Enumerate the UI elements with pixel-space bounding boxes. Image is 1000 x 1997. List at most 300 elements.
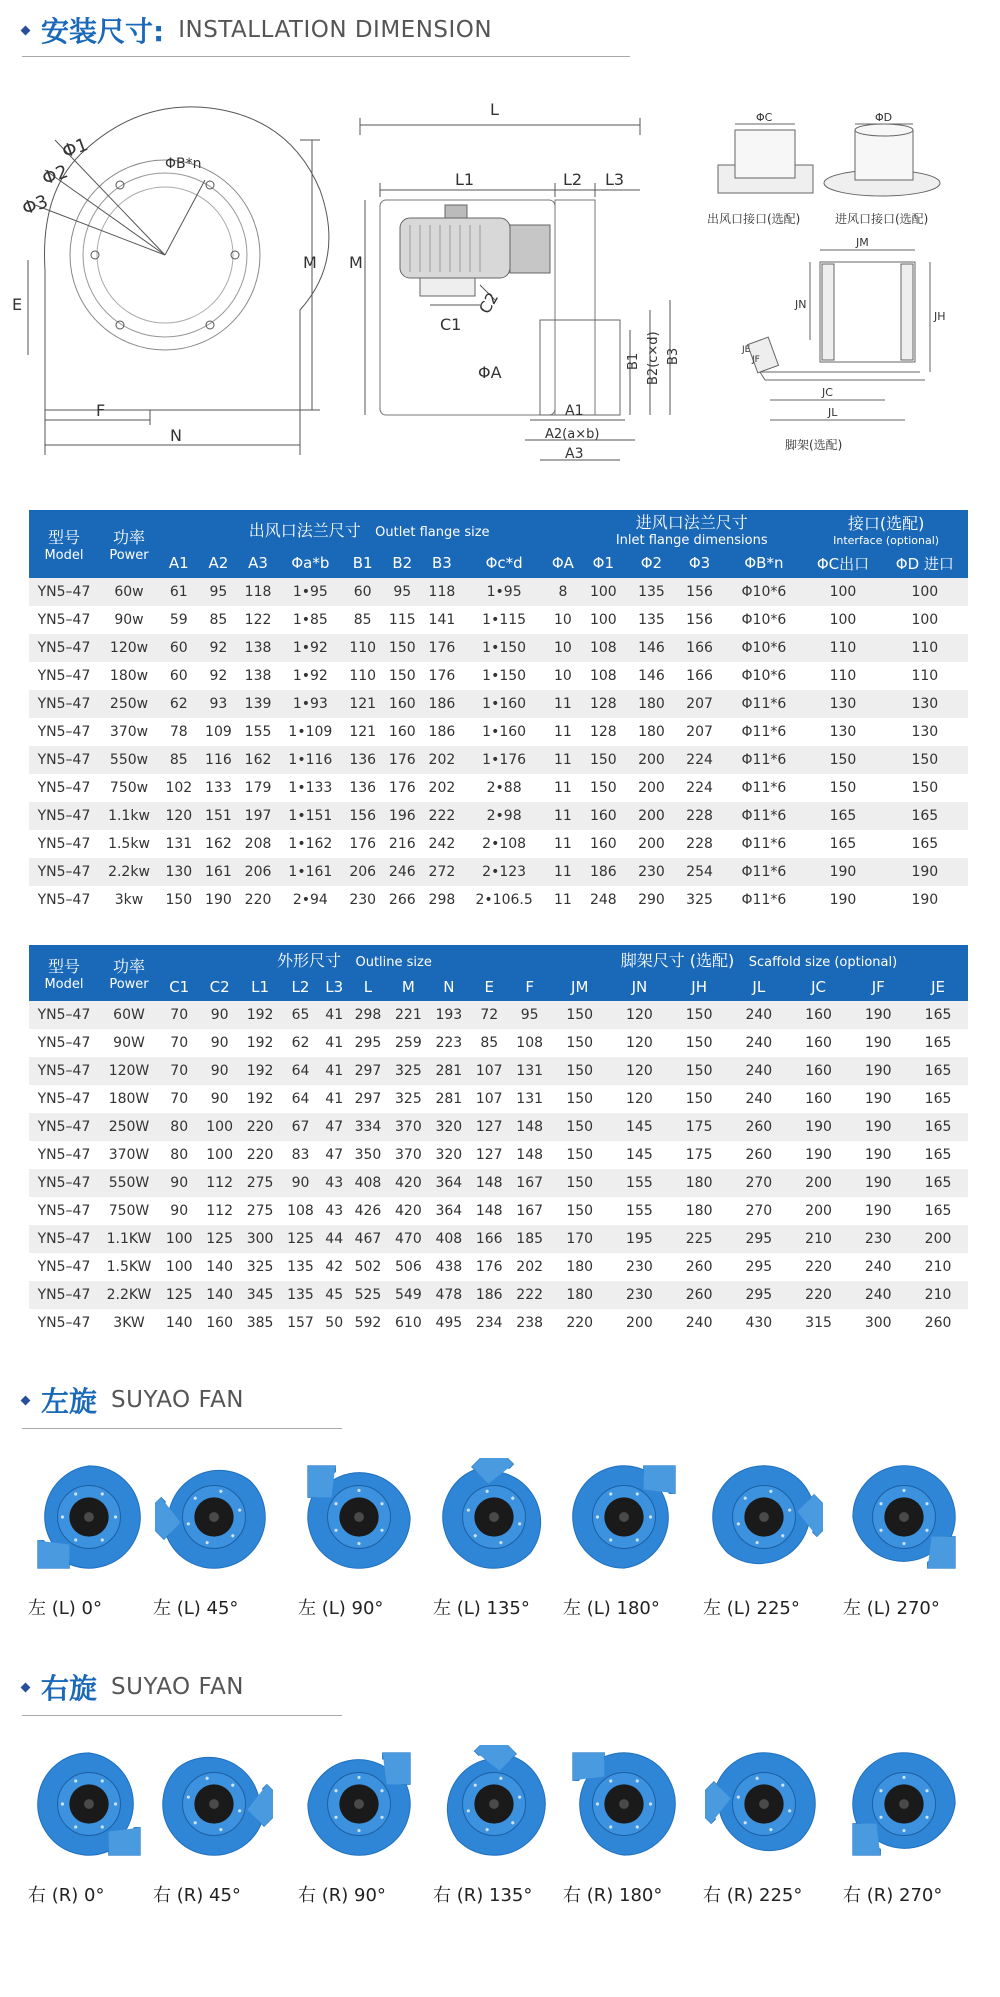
table-cell: 242 <box>422 830 462 858</box>
table-cell: 190 <box>848 1113 908 1141</box>
table-cell: 127 <box>469 1113 509 1141</box>
table-cell: Φ11*6 <box>724 774 805 802</box>
table-cell: YN5–47 <box>29 1281 99 1309</box>
table-cell: 200 <box>610 1309 670 1337</box>
table-cell: 145 <box>610 1141 670 1169</box>
table-cell: 65 <box>280 1001 320 1029</box>
table-cell: 275 <box>240 1169 280 1197</box>
table-cell: 325 <box>388 1057 428 1085</box>
table-cell: 122 <box>238 606 278 634</box>
table-cell: 138 <box>238 662 278 690</box>
col-header: C1 <box>159 973 199 1001</box>
table-cell: 224 <box>675 774 723 802</box>
label-C2: C2 <box>475 289 503 317</box>
label-phi2: Φ2 <box>39 161 71 190</box>
label-F: F <box>96 401 106 420</box>
table-cell: 100 <box>199 1113 239 1141</box>
table-cell: 1.5kw <box>99 830 159 858</box>
table-cell: 180 <box>669 1169 729 1197</box>
label-JF: JF <box>752 355 760 365</box>
table-cell: 90 <box>199 1085 239 1113</box>
th-power-en: Power <box>109 548 149 563</box>
table-cell: 220 <box>789 1281 849 1309</box>
table-cell: 109 <box>199 718 239 746</box>
table-cell: 220 <box>789 1253 849 1281</box>
table-cell: 240 <box>729 1085 789 1113</box>
table-cell: 2•123 <box>462 858 547 886</box>
right-header-cn: 右旋 <box>41 1672 98 1705</box>
table-cell: 240 <box>848 1253 908 1281</box>
table-row <box>29 1085 968 1113</box>
table-row <box>29 1225 968 1253</box>
table-cell: 610 <box>388 1309 428 1337</box>
table-cell: 207 <box>675 718 723 746</box>
label-JM: JM <box>856 236 869 249</box>
table-cell: 11 <box>547 886 580 914</box>
outline-scaffold-table <box>29 945 968 1337</box>
th2-scaffold-group <box>550 945 968 973</box>
table-cell: 165 <box>908 1085 968 1113</box>
table-row <box>29 634 968 662</box>
label-phiD: ΦD <box>875 111 893 124</box>
table-cell: 110 <box>804 634 881 662</box>
table-cell: 10 <box>547 634 580 662</box>
table-cell: 2.2kw <box>99 858 159 886</box>
table-cell: 166 <box>675 634 723 662</box>
label-A1: A1 <box>565 403 584 419</box>
table-cell: 297 <box>348 1085 388 1113</box>
table-cell: 90w <box>99 606 159 634</box>
table-cell: 230 <box>627 858 675 886</box>
fan-orientation-image <box>155 1745 273 1863</box>
fan-orientation-label: 右 (R) 225° <box>703 1885 803 1906</box>
table-cell: 525 <box>348 1281 388 1309</box>
table-cell: 128 <box>579 718 627 746</box>
table-cell: 3kw <box>99 886 159 914</box>
table-cell: 90 <box>199 1001 239 1029</box>
table-cell: 140 <box>199 1253 239 1281</box>
table-cell: 170 <box>550 1225 610 1253</box>
table-cell: 190 <box>882 886 968 914</box>
table-cell: YN5–47 <box>29 830 99 858</box>
col-header: E <box>469 973 509 1001</box>
table-cell: 60 <box>343 578 383 606</box>
table-cell: 426 <box>348 1197 388 1225</box>
left-header-en: SUYAO FAN <box>111 1387 245 1413</box>
table-cell: 202 <box>509 1253 549 1281</box>
table-cell: 127 <box>469 1141 509 1169</box>
table-cell: 150 <box>882 774 968 802</box>
table-cell: 167 <box>509 1169 549 1197</box>
table-cell: 208 <box>238 830 278 858</box>
table-cell: 222 <box>509 1281 549 1309</box>
table-cell: 240 <box>848 1281 908 1309</box>
table-cell: YN5–47 <box>29 1169 99 1197</box>
table-cell: YN5–47 <box>29 1113 99 1141</box>
table-cell: 160 <box>789 1001 849 1029</box>
table-cell: 190 <box>848 1141 908 1169</box>
table-cell: 135 <box>280 1253 320 1281</box>
table-cell: 120 <box>610 1057 670 1085</box>
table-cell: 240 <box>729 1057 789 1085</box>
table-cell: 165 <box>908 1001 968 1029</box>
table-cell: 1.5KW <box>99 1253 159 1281</box>
col-header: ΦB*n <box>724 548 805 578</box>
table-row <box>29 1309 968 1337</box>
table-cell: 370 <box>388 1141 428 1169</box>
table-cell: 130 <box>804 718 881 746</box>
table-cell: YN5–47 <box>29 1197 99 1225</box>
table-cell: 192 <box>240 1085 280 1113</box>
th-iface-en: Interface (optional) <box>833 534 940 547</box>
fan-orientation-label: 右 (R) 45° <box>153 1885 241 1906</box>
table-cell: 260 <box>729 1141 789 1169</box>
table-cell: 315 <box>789 1309 849 1337</box>
table-cell: 128 <box>579 690 627 718</box>
table-cell: 165 <box>908 1169 968 1197</box>
table-cell: 150 <box>579 774 627 802</box>
table-cell: 220 <box>240 1141 280 1169</box>
fan-orientation-image <box>435 1458 553 1576</box>
label-stand-opt: 脚架(选配) <box>785 438 843 452</box>
table-cell: 90 <box>199 1029 239 1057</box>
table-cell: 150 <box>550 1113 610 1141</box>
table-cell: 165 <box>804 802 881 830</box>
th-outlet-en: Outlet flange size <box>375 524 490 540</box>
col-header: JL <box>729 973 789 1001</box>
table-cell: 750w <box>99 774 159 802</box>
table-cell: YN5–47 <box>29 1057 99 1085</box>
table-cell: 90 <box>280 1169 320 1197</box>
table-cell: 240 <box>669 1309 729 1337</box>
table-cell: 85 <box>199 606 239 634</box>
table-cell: 151 <box>199 802 239 830</box>
table-cell: 162 <box>238 746 278 774</box>
col-header: JM <box>550 973 610 1001</box>
table-cell: 110 <box>882 662 968 690</box>
label-B3: B3 <box>666 347 681 365</box>
table-cell: 190 <box>848 1085 908 1113</box>
table-cell: 10 <box>547 662 580 690</box>
table-cell: 221 <box>388 1001 428 1029</box>
table-cell: 1•160 <box>462 690 547 718</box>
table-row <box>29 802 968 830</box>
table-row <box>29 606 968 634</box>
table-cell: 192 <box>240 1029 280 1057</box>
table-cell: 11 <box>547 802 580 830</box>
table-cell: 157 <box>280 1309 320 1337</box>
table-cell: 270 <box>729 1197 789 1225</box>
fan-orientation-label: 左 (L) 0° <box>28 1598 102 1619</box>
table-cell: 95 <box>509 1001 549 1029</box>
th-model <box>29 510 99 578</box>
fan-orientation-image <box>845 1458 963 1576</box>
motor-drawing <box>400 205 550 296</box>
installation-drawing <box>0 60 1000 480</box>
col-header: JC <box>789 973 849 1001</box>
fan-orientation-image <box>565 1458 683 1576</box>
table-cell: 270 <box>729 1169 789 1197</box>
table-row <box>29 774 968 802</box>
table-cell: 11 <box>547 830 580 858</box>
fan-orientation-image <box>705 1458 823 1576</box>
col-header: Φc*d <box>462 548 547 578</box>
table-cell: 220 <box>238 886 278 914</box>
table-cell: 140 <box>159 1309 199 1337</box>
table-cell: 41 <box>321 1057 348 1085</box>
table-cell: 210 <box>908 1253 968 1281</box>
table-cell: 176 <box>382 746 422 774</box>
th2-model-en: Model <box>44 977 84 992</box>
table-cell: Φ11*6 <box>724 802 805 830</box>
table-cell: 146 <box>627 662 675 690</box>
table-cell: 186 <box>469 1281 509 1309</box>
table-cell: 370W <box>99 1141 159 1169</box>
table-cell: 1.1KW <box>99 1225 159 1253</box>
table-cell: 1•150 <box>462 662 547 690</box>
table-cell: 190 <box>789 1141 849 1169</box>
label-JL: JL <box>828 406 838 419</box>
table-cell: 85 <box>159 746 199 774</box>
table-cell: 11 <box>547 690 580 718</box>
table-cell: 1.1kw <box>99 802 159 830</box>
th2-power-cn: 功率 <box>112 957 145 976</box>
table-cell: 281 <box>429 1085 469 1113</box>
label-C1: C1 <box>440 315 462 334</box>
table-cell: 115 <box>382 606 422 634</box>
table-cell: 100 <box>804 578 881 606</box>
table-cell: 10 <box>547 606 580 634</box>
table-cell: 140 <box>199 1281 239 1309</box>
table-cell: 108 <box>280 1197 320 1225</box>
col-header: L3 <box>321 973 348 1001</box>
th2-model <box>29 945 99 1001</box>
table-cell: 60w <box>99 578 159 606</box>
table-cell: 138 <box>238 634 278 662</box>
table-cell: 120 <box>610 1001 670 1029</box>
bullet-icon <box>21 1682 31 1692</box>
table-cell: 150 <box>159 886 199 914</box>
table-cell: 254 <box>675 858 723 886</box>
th-model-cn: 型号 <box>47 528 80 547</box>
table-cell: 297 <box>348 1057 388 1085</box>
table-cell: 160 <box>789 1057 849 1085</box>
table-cell: 334 <box>348 1113 388 1141</box>
table-cell: 150 <box>550 1085 610 1113</box>
table-cell: 430 <box>729 1309 789 1337</box>
table-cell: 230 <box>343 886 383 914</box>
col-header: L <box>348 973 388 1001</box>
table-cell: 72 <box>469 1001 509 1029</box>
table-cell: 180 <box>550 1253 610 1281</box>
left-divider <box>22 1428 342 1429</box>
label-inlet-opt: 进风口接口(选配) <box>835 212 929 226</box>
table-cell: 502 <box>348 1253 388 1281</box>
table-cell: 150 <box>550 1141 610 1169</box>
table-row <box>29 858 968 886</box>
col-header: Φ2 <box>627 548 675 578</box>
table-cell: 222 <box>422 802 462 830</box>
table-cell: 295 <box>729 1253 789 1281</box>
table-cell: 80 <box>159 1113 199 1141</box>
bullet-icon <box>21 25 31 35</box>
table-cell: 90W <box>99 1029 159 1057</box>
table-cell: 298 <box>422 886 462 914</box>
table-cell: 167 <box>509 1197 549 1225</box>
table-cell: 420 <box>388 1169 428 1197</box>
table-cell: 225 <box>669 1225 729 1253</box>
table-cell: 295 <box>348 1029 388 1057</box>
table-cell: 364 <box>429 1169 469 1197</box>
table-cell: 224 <box>675 746 723 774</box>
table-cell: 92 <box>199 634 239 662</box>
table-cell: 165 <box>908 1029 968 1057</box>
table-cell: 47 <box>321 1113 348 1141</box>
fan-orientation-label: 右 (R) 135° <box>433 1885 533 1906</box>
install-header <box>22 10 492 50</box>
table-cell: 160 <box>579 802 627 830</box>
table-cell: 260 <box>729 1113 789 1141</box>
install-header-cn: 安装尺寸: <box>41 15 165 48</box>
col-header: B1 <box>343 548 383 578</box>
col-header: F <box>509 973 549 1001</box>
fan-orientation-image <box>705 1745 823 1863</box>
inlet-outlet-table <box>29 510 968 914</box>
table-row <box>29 1113 968 1141</box>
fan-orientation-image <box>155 1458 273 1576</box>
table-cell: 186 <box>579 858 627 886</box>
table-cell: 180 <box>627 718 675 746</box>
table-cell: YN5–47 <box>29 1141 99 1169</box>
table-cell: 136 <box>343 746 383 774</box>
table-cell: 150 <box>669 1001 729 1029</box>
table-cell: 408 <box>348 1169 388 1197</box>
table-cell: 47 <box>321 1141 348 1169</box>
table-cell: 131 <box>159 830 199 858</box>
table-cell: 1•151 <box>278 802 343 830</box>
table-cell: 220 <box>550 1309 610 1337</box>
table-cell: 130 <box>159 858 199 886</box>
table-cell: 120W <box>99 1057 159 1085</box>
right-header-en: SUYAO FAN <box>111 1674 245 1700</box>
label-A3: A3 <box>565 446 584 462</box>
table-cell: 1•95 <box>462 578 547 606</box>
bullet-icon <box>21 1395 31 1405</box>
table-cell: 150 <box>550 1001 610 1029</box>
label-JC: JC <box>822 386 833 399</box>
label-JE: JE <box>742 345 751 355</box>
fan-orientation-label: 左 (L) 180° <box>563 1598 660 1619</box>
table-cell: 118 <box>422 578 462 606</box>
table-cell: 259 <box>388 1029 428 1057</box>
th2-power <box>99 945 159 1001</box>
table-cell: 121 <box>343 718 383 746</box>
table-cell: 145 <box>610 1113 670 1141</box>
table-cell: 364 <box>429 1197 469 1225</box>
table-cell: 1•133 <box>278 774 343 802</box>
table-cell: 160 <box>382 690 422 718</box>
table-cell: 2•106.5 <box>462 886 547 914</box>
table-row <box>29 746 968 774</box>
th-model-en: Model <box>44 548 84 563</box>
table-cell: 64 <box>280 1085 320 1113</box>
table-cell: 108 <box>509 1029 549 1057</box>
table-cell: 176 <box>382 774 422 802</box>
col-header: A2 <box>199 548 239 578</box>
table-cell: 175 <box>669 1113 729 1141</box>
table-row <box>29 1057 968 1085</box>
th2-outline-cn: 外形尺寸 <box>277 950 342 970</box>
table-cell: 2•98 <box>462 802 547 830</box>
table-cell: 160 <box>199 1309 239 1337</box>
table-cell: 200 <box>627 746 675 774</box>
table-cell: 370w <box>99 718 159 746</box>
table-cell: 370 <box>388 1113 428 1141</box>
table-cell: 192 <box>240 1057 280 1085</box>
table-cell: 118 <box>238 578 278 606</box>
table-cell: YN5–47 <box>29 858 99 886</box>
table-cell: YN5–47 <box>29 1001 99 1029</box>
table-cell: 190 <box>848 1029 908 1057</box>
table-cell: 195 <box>610 1225 670 1253</box>
table-cell: 41 <box>321 1029 348 1057</box>
table-cell: 186 <box>422 718 462 746</box>
col-header: L2 <box>280 973 320 1001</box>
table-cell: 11 <box>547 718 580 746</box>
table-cell: YN5–47 <box>29 1225 99 1253</box>
th-inlet-group <box>579 510 804 548</box>
table-cell: 176 <box>422 634 462 662</box>
table-cell: 210 <box>789 1225 849 1253</box>
left-header-cn: 左旋 <box>41 1385 98 1418</box>
table-cell: 238 <box>509 1309 549 1337</box>
th-inlet-cn: 进风口法兰尺寸 <box>635 513 748 532</box>
table-cell: Φ11*6 <box>724 718 805 746</box>
table-cell: YN5–47 <box>29 690 99 718</box>
table-cell: 206 <box>343 858 383 886</box>
label-E: E <box>12 295 23 314</box>
th-iface-group <box>804 510 968 548</box>
table-row <box>29 1169 968 1197</box>
fan-orientation-image <box>845 1745 963 1863</box>
table-cell: 112 <box>199 1169 239 1197</box>
table-cell: 45 <box>321 1281 348 1309</box>
table-cell: 165 <box>908 1197 968 1225</box>
table-cell: 62 <box>280 1029 320 1057</box>
table-cell: 200 <box>627 774 675 802</box>
table-cell: 300 <box>240 1225 280 1253</box>
table-cell: 230 <box>610 1253 670 1281</box>
table-cell: 130 <box>804 690 881 718</box>
table-cell: 160 <box>789 1085 849 1113</box>
table-row <box>29 1253 968 1281</box>
table-cell: 180 <box>627 690 675 718</box>
table-cell: 470 <box>388 1225 428 1253</box>
table-cell: YN5–47 <box>29 662 99 690</box>
label-outlet-opt: 出风口接口(选配) <box>707 212 801 226</box>
table-cell: 190 <box>848 1001 908 1029</box>
table-cell: 90 <box>199 1057 239 1085</box>
label-L1: L1 <box>455 170 475 189</box>
table-cell: 131 <box>509 1085 549 1113</box>
table-cell: 92 <box>199 662 239 690</box>
label-A2: A2(a×b) <box>545 427 600 442</box>
table-row <box>29 830 968 858</box>
table-cell: 78 <box>159 718 199 746</box>
table-cell: 95 <box>382 578 422 606</box>
table-cell: 260 <box>908 1309 968 1337</box>
table-cell: 120w <box>99 634 159 662</box>
